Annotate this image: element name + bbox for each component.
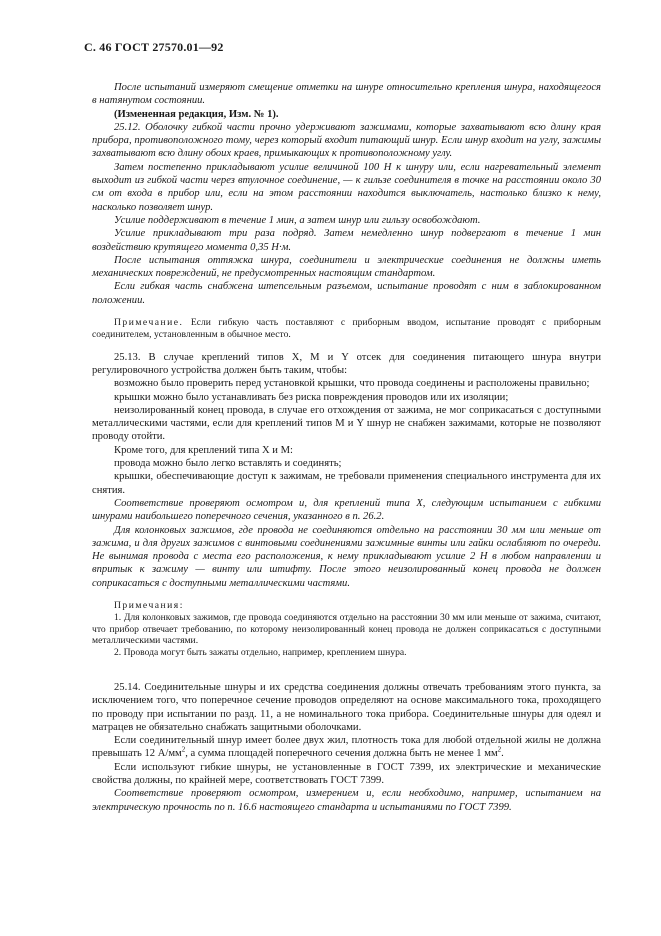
clause-25-13: 25.13. В случае креплений типов X, M и Y отсек для соединения питающего шнура внутри регулировочного устройства должен быть таким, чтобы: bbox=[92, 351, 601, 376]
note-label: Примечание. bbox=[114, 317, 184, 329]
paragraph: Соответствие проверяют осмотром и, для креплений типа X, следующим испытанием с гибкими шнурами наибольшего поперечного сечения, указанного в п. 26.2. bbox=[92, 497, 601, 523]
text-run: . bbox=[501, 748, 504, 760]
notes-label: Примечания: bbox=[114, 599, 184, 611]
note-text: Если гибкую часть поставляют с приборным вводом, испытание проводят с приборным соединителем, установленным в обычное место. bbox=[92, 317, 601, 340]
paragraph: После испытания оттяжка шнура, соединители и электрические соединения не должны иметь механических повреждений, не предусмотренных настоящим стандартом. bbox=[92, 254, 601, 280]
paragraph: Затем постепенно прикладывают усилие величиной 100 Н к шнуру или, если нагревательный элемент выходит из гибкой части через втулочное соединение, — к гильзе соединителя в точке на расстоянии около 30 см от входа в прибор или, если на этом расстоянии находится выключатель, настолько близко к нему, насколько позволяет шнур. bbox=[92, 161, 601, 213]
paragraph: Усилие прикладывают три раза подряд. Затем немедленно шнур подвергают в течение 1 мин воздействию крутящего момента 0,35 Н·м. bbox=[92, 228, 601, 253]
clause-25-12: 25.12. Оболочку гибкой части прочно удерживают зажимами, которые захватывают всю длину края прибора, противоположного тому, через который входит питающий шнур. Если шнур входит на углу, зажимы захватывают всю длину обоих краев, примыкающих к противоположному углу. bbox=[92, 121, 601, 160]
superscript: 2 bbox=[497, 745, 502, 754]
text-run: , а сумма площадей поперечного сечения должна быть не менее 1 мм bbox=[185, 748, 498, 760]
clause-25-14: 25.14. Соединительные шнуры и их средства соединения должны отвечать требованиям этого пункта, за исключением того, что поперечное сечение проводов определяют на основе максимального тока, проходящего по проводу при испытании по разд. 11, а не номинального тока прибора. Соединительные шнуры для одеял и матрацев не обязательно снабжать защитными оболочками. bbox=[92, 681, 601, 733]
list-item: крышки, обеспечивающие доступ к зажимам, не требовали применения специального инструмента для их снятия. bbox=[92, 471, 601, 496]
paragraph: Усилие поддерживают в течение 1 мин, а затем шнур или гильзу освобождают. bbox=[114, 214, 481, 226]
page-header: С. 46 ГОСТ 27570.01—92 bbox=[84, 40, 224, 54]
text-run: Если соединительный шнур имеет более двух жил, плотность тока для любой отдельной жилы не должна превышать 12 А/мм bbox=[92, 735, 601, 760]
paragraph: Если используют гибкие шнуры, не установленные в ГОСТ 7399, их электрические и механические свойства должны, по крайней мере, соответствовать ГОСТ 7399. bbox=[92, 761, 601, 787]
paragraph: Кроме того, для креплений типа X и M: bbox=[114, 444, 293, 456]
list-item: возможно было проверить перед установкой крышки, что провода соединены и расположены правильно; bbox=[114, 378, 590, 390]
list-item: неизолированный конец провода, в случае его отхождения от зажима, не мог соприкасаться с доступными металлическими частями, если для креплений типов M и Y шнур не снабжен зажимами, которые не позволяют проводу отойти. bbox=[92, 404, 601, 443]
note-item: 2. Провода могут быть зажаты отдельно, например, креплением шнура. bbox=[114, 647, 407, 659]
note-item: 1. Для колонковых зажимов, где провода соединяются отдельно на расстоянии 30 мм или меньше от зажима, считают, что прибор отвечает требованию, по которому неизолированный конец провода не должен соприкасаться с доступными металлическими частями. bbox=[92, 611, 601, 647]
note bbox=[92, 317, 601, 341]
superscript: 2 bbox=[181, 745, 186, 754]
paragraph: Если гибкая часть снабжена штепсельным разъемом, испытание проводят с ним в заблокированном положении. bbox=[92, 281, 601, 306]
list-item: крышки можно было устанавливать без риска повреждения проводов или их изоляции; bbox=[114, 391, 509, 403]
paragraph bbox=[92, 734, 601, 761]
list-item: провода можно было легко вставлять и соединять; bbox=[114, 458, 342, 470]
paragraph: Для колонковых зажимов, где провода не соединяются отдельно на расстоянии 30 мм или меньше от зажима, и для других зажимов с винтовыми соединениями зажимные винты или гайки ослабляют по очереди. Не вынимая провода с места его расположения, к нему прикладывают усилие 2 Н в любом направлении и впритык к зажиму — винту или штифту. После этого неизолированный конец провода не должен соприкасаться с доступными металлическими частями. bbox=[92, 524, 601, 589]
paragraph: Соответствие проверяют осмотром, измерением и, если необходимо, например, испытанием на электрическую прочность по п. 16.6 настоящего стандарта и испытаниями по ГОСТ 7399. bbox=[92, 788, 601, 813]
amendment-note: (Измененная редакция, Изм. № 1). bbox=[114, 108, 279, 120]
paragraph: После испытаний измеряют смещение отметки на шнуре относительно крепления шнура, находящегося в натянутом состоянии. bbox=[92, 82, 601, 107]
